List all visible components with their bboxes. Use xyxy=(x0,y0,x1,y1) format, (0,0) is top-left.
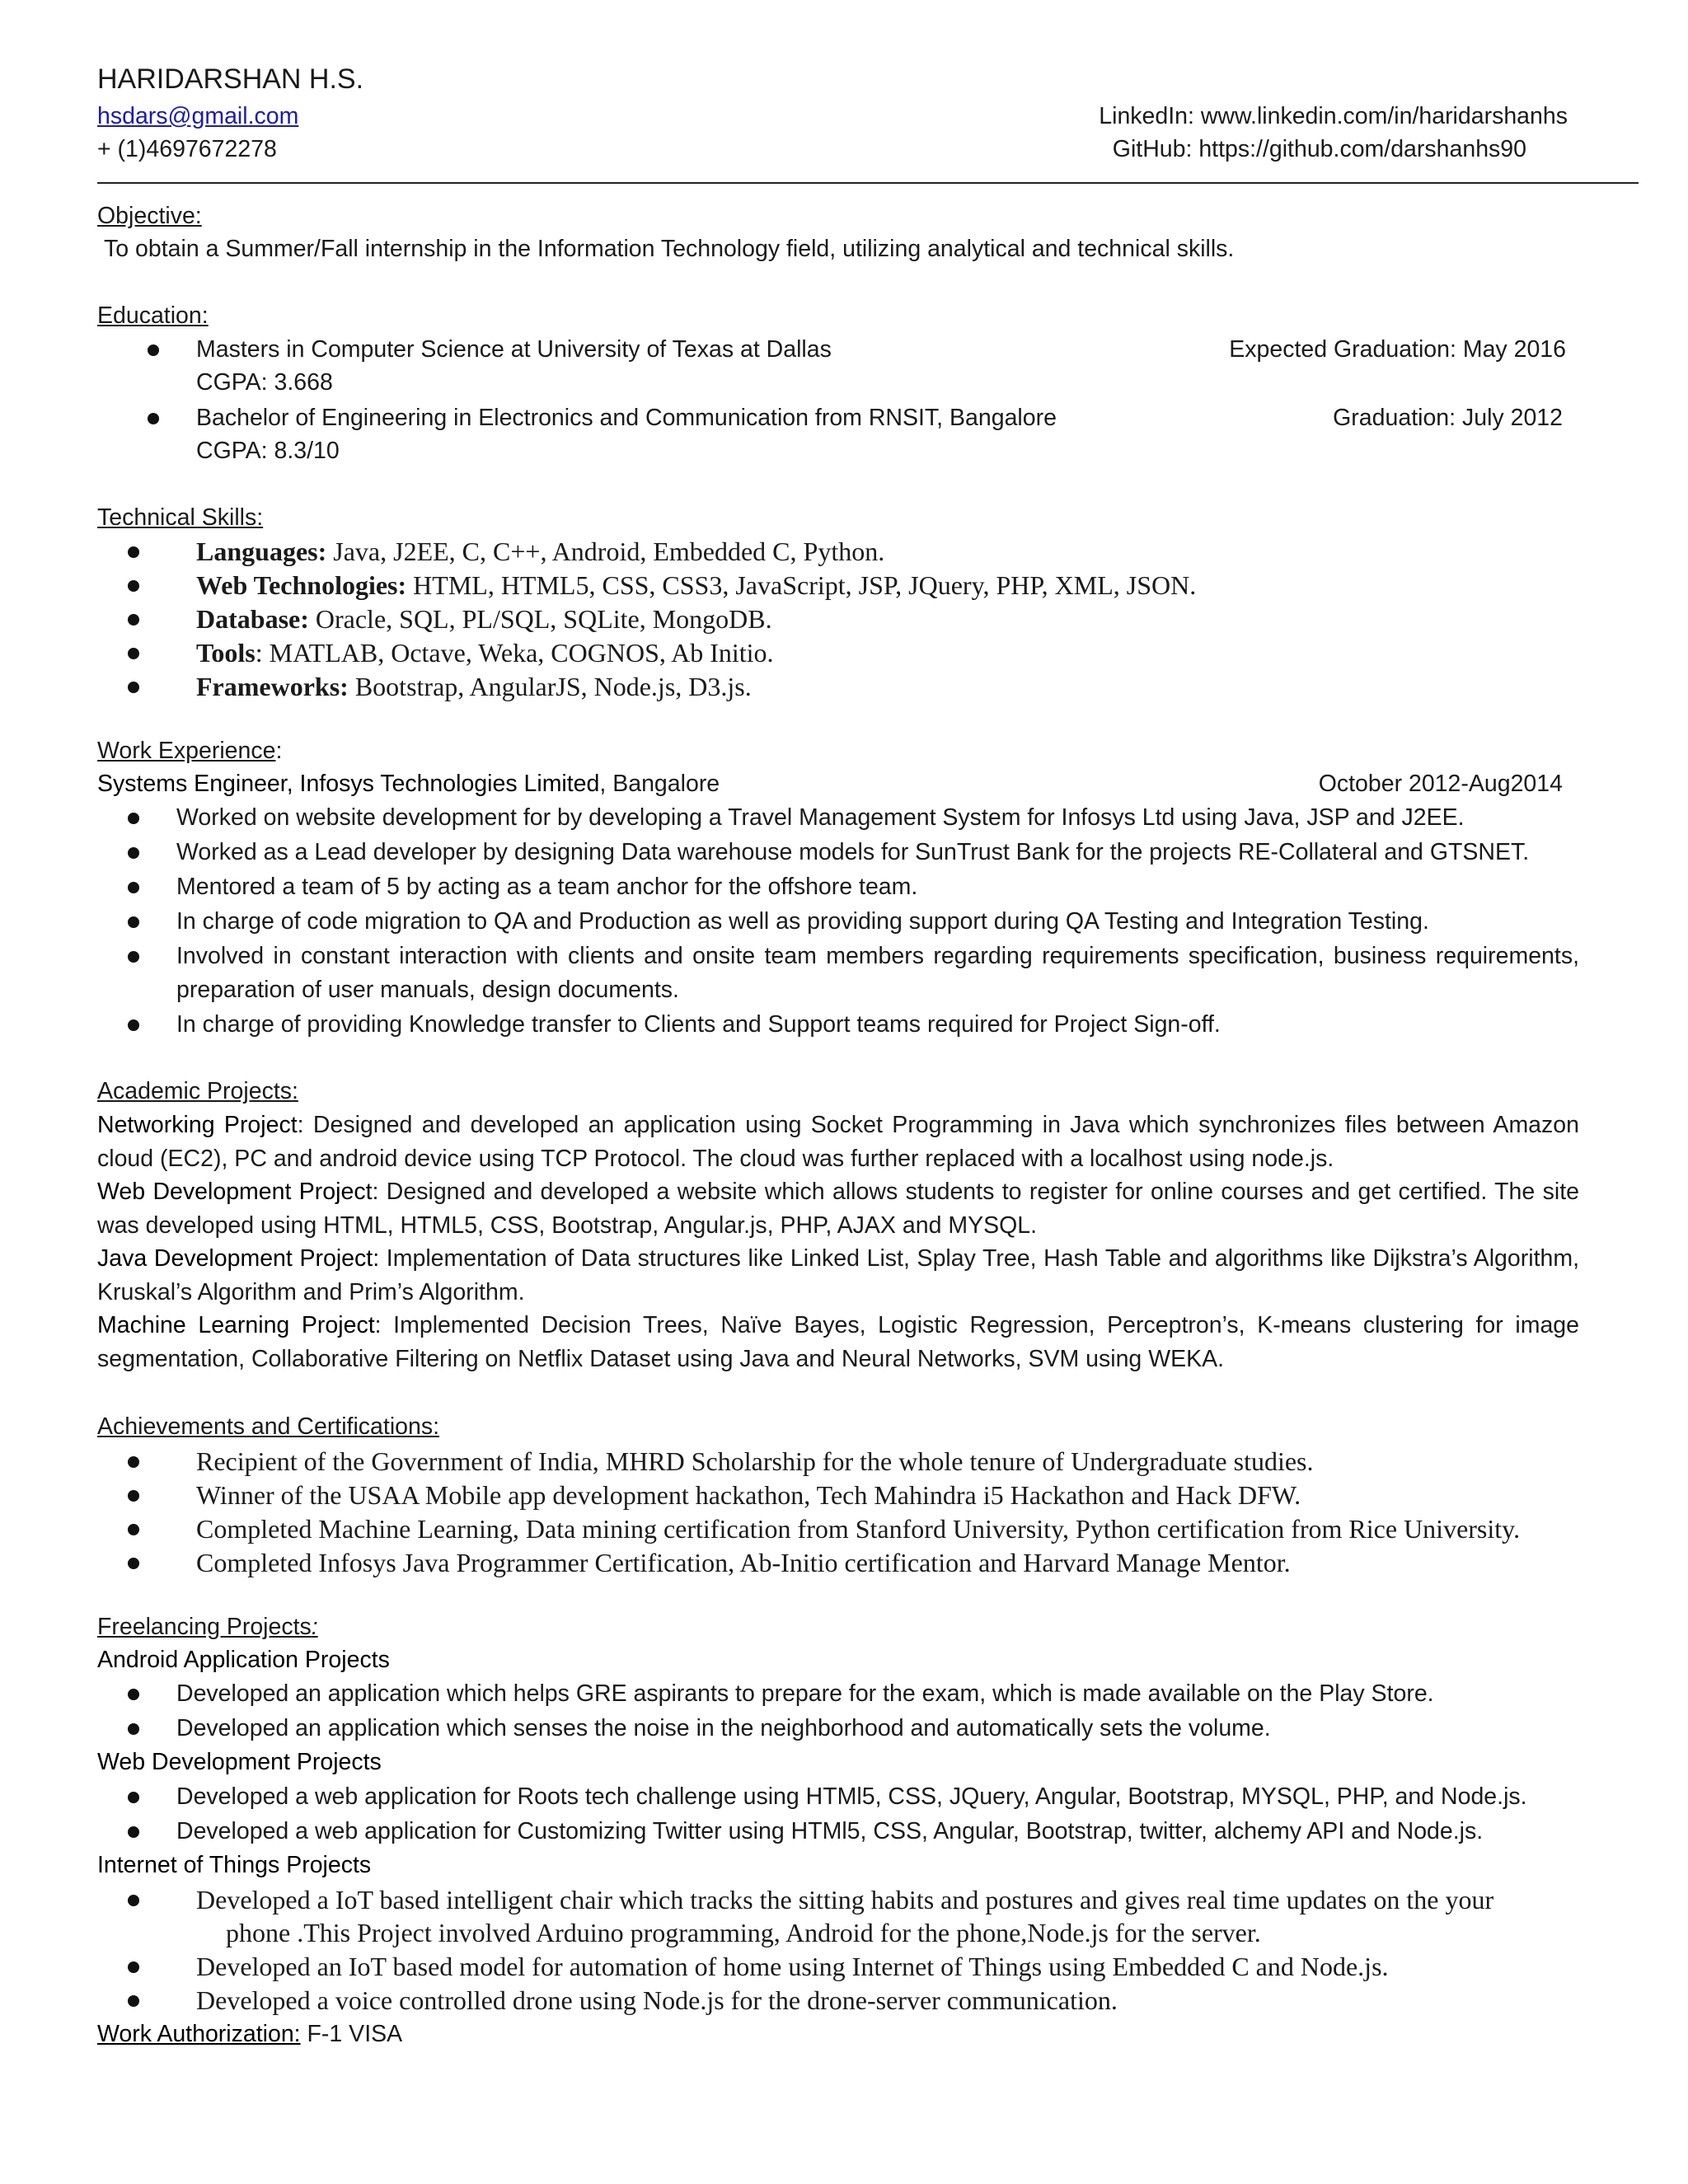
achievement-item: Recipient of the Government of India, MHRD Scholarship for the whole tenure of Undergraduate studies. xyxy=(196,1446,1314,1476)
bullet-icon xyxy=(128,916,139,928)
android-project-item: Developed an application which senses the noise in the neighborhood and automatically sets the volume. xyxy=(176,1715,1271,1741)
education-heading: Education: xyxy=(97,302,209,329)
bullet-icon xyxy=(128,882,139,893)
work-item: In charge of providing Knowledge transfer to Clients and Support teams required for Project Sign-off. xyxy=(176,1011,1221,1038)
bullet-icon xyxy=(128,1019,139,1031)
work-role: Systems Engineer, Infosys Technologies Limited, Bangalore xyxy=(97,771,720,797)
academic-project: Java Development Project: Implementation of Data structures like Linked List, Splay Tree, Hash Table and algorithms like Dijkstra’s Algorithm, Kruskal’s Algorithm and Prim’s Algorithm. xyxy=(97,1245,1579,1305)
android-project-item: Developed an application which helps GRE aspirants to prepare for the exam, which is made available on the Play Store. xyxy=(176,1680,1434,1707)
iot-project-item: Developed an IoT based model for automation of home using Internet of Things using Embedded C and Node.js. xyxy=(196,1952,1389,1981)
bullet-icon xyxy=(128,580,139,592)
phone-number: + (1)4697672278 xyxy=(97,136,277,162)
bullet-icon xyxy=(128,1490,139,1502)
education-date: Expected Graduation: May 2016 xyxy=(1229,336,1566,363)
bullet-icon xyxy=(148,413,159,424)
bullet-icon xyxy=(128,1826,139,1838)
iot-projects-title: Internet of Things Projects xyxy=(97,1852,372,1878)
education-date: Graduation: July 2012 xyxy=(1333,405,1563,431)
work-item: Mentored a team of 5 by acting as a team anchor for the offshore team. xyxy=(176,874,918,900)
achievement-item: Completed Infosys Java Programmer Certification, Ab-Initio certification and Harvard Manage Mentor. xyxy=(196,1548,1291,1577)
work-dates: October 2012-Aug2014 xyxy=(1318,771,1563,797)
bullet-icon xyxy=(128,1995,139,2007)
education-degree: Masters in Computer Science at University of Texas at Dallas xyxy=(196,336,832,363)
candidate-name: HARIDARSHAN H.S. xyxy=(97,63,364,95)
bullet-icon xyxy=(128,546,139,558)
email-link[interactable]: hsdars@gmail.com xyxy=(97,103,299,129)
work-authorization: Work Authorization: F-1 VISA xyxy=(97,2021,403,2047)
work-item: Involved in constant interaction with clients and onsite team members regarding requirements specification, business requirements, preparation of user manuals, design documents. xyxy=(176,943,1579,1003)
bullet-icon xyxy=(128,614,139,626)
skills-item: Tools: MATLAB, Octave, Weka, COGNOS, Ab Initio. xyxy=(196,638,774,668)
education-degree: Bachelor of Engineering in Electronics and Communication from RNSIT, Bangalore xyxy=(196,405,1057,431)
academic-project: Web Development Project: Designed and developed a website which allows students to register for online courses and get certified. The site was developed using HTML, HTML5, CSS, Bootstrap, Angular.js, PHP, AJAX and MYSQL. xyxy=(97,1179,1579,1239)
header-divider xyxy=(97,182,1639,184)
web-project-item: Developed a web application for Customizing Twitter using HTMl5, CSS, Angular, Bootstrap, twitter, alchemy API and Node.js. xyxy=(176,1818,1484,1844)
skills-item: Languages: Java, J2EE, C, C++, Android, Embedded C, Python. xyxy=(196,537,885,566)
skills-item: Web Technologies: HTML, HTML5, CSS, CSS3, JavaScript, JSP, JQuery, PHP, XML, JSON. xyxy=(196,570,1197,600)
bullet-icon xyxy=(128,1524,139,1535)
bullet-icon xyxy=(128,1456,139,1468)
work-item: In charge of code migration to QA and Production as well as providing support during QA Testing and Integration Testing. xyxy=(176,908,1429,935)
bullet-icon xyxy=(128,682,139,693)
linkedin-url: LinkedIn: www.linkedin.com/in/haridarshanhs xyxy=(1099,103,1568,129)
work-heading: Work Experience: xyxy=(97,738,283,764)
objective-heading: Objective: xyxy=(97,203,202,229)
education-gpa: CGPA: 3.668 xyxy=(196,369,333,396)
academic-project: Networking Project: Designed and developed an application using Socket Programming in Java which synchronizes files between Amazon cloud (EC2), PC and android device using TCP Protocol. The cloud was further replaced with a localhost using node.js. xyxy=(97,1112,1579,1172)
skills-heading: Technical Skills: xyxy=(97,504,264,531)
education-gpa: CGPA: 8.3/10 xyxy=(196,438,340,464)
bullet-icon xyxy=(128,1961,139,1973)
bullet-icon xyxy=(128,648,139,659)
skills-item: Frameworks: Bootstrap, AngularJS, Node.js, D3.js. xyxy=(196,672,752,701)
iot-project-item: Developed a IoT based intelligent chair which tracks the sitting habits and postures and gives real time updates on the your xyxy=(196,1885,1494,1915)
bullet-icon xyxy=(128,951,139,963)
achievement-item: Completed Machine Learning, Data mining certification from Stanford University, Python certification from Rice University. xyxy=(196,1514,1521,1544)
bullet-icon xyxy=(128,813,139,824)
bullet-icon xyxy=(128,1558,139,1569)
iot-project-item: Developed a voice controlled drone using Node.js for the drone-server communication. xyxy=(196,1985,1118,2015)
iot-project-item-continued: phone .This Project involved Arduino programming, Android for the phone,Node.js for the server. xyxy=(226,1918,1261,1947)
web-projects-title: Web Development Projects xyxy=(97,1749,382,1775)
bullet-icon xyxy=(128,1689,139,1700)
android-projects-title: Android Application Projects xyxy=(97,1647,390,1673)
objective-text: To obtain a Summer/Fall internship in the Information Technology field, utilizing analytical and technical skills. xyxy=(104,236,1235,262)
work-item: Worked as a Lead developer by designing Data warehouse models for SunTrust Bank for the projects RE-Collateral and GTSNET. xyxy=(176,839,1530,865)
github-url: GitHub: https://github.com/darshanhs90 xyxy=(1112,136,1526,162)
web-project-item: Developed a web application for Roots tech challenge using HTMl5, CSS, JQuery, Angular, Bootstrap, MYSQL, PHP, and Node.js. xyxy=(176,1783,1527,1810)
achievement-item: Winner of the USAA Mobile app development hackathon, Tech Mahindra i5 Hackathon and Hack DFW. xyxy=(196,1480,1301,1510)
bullet-icon xyxy=(128,1895,139,1906)
bullet-icon xyxy=(128,1792,139,1803)
bullet-icon xyxy=(128,1723,139,1735)
freelancing-heading: Freelancing Projects: xyxy=(97,1614,318,1640)
academic-project: Machine Learning Project: Implemented Decision Trees, Naïve Bayes, Logistic Regression, Perceptron’s, K-means clustering for image segmentation, Collaborative Filtering on Netflix Dataset using Java and Neural Networks, SVM using WEKA. xyxy=(97,1312,1579,1372)
bullet-icon xyxy=(148,344,159,356)
work-item: Worked on website development for by developing a Travel Management System for Infosys Ltd using Java, JSP and J2EE. xyxy=(176,804,1465,831)
skills-item: Database: Oracle, SQL, PL/SQL, SQLite, MongoDB. xyxy=(196,604,772,634)
academic-heading: Academic Projects: xyxy=(97,1078,298,1104)
achievements-heading: Achievements and Certifications: xyxy=(97,1413,440,1440)
bullet-icon xyxy=(128,847,139,859)
